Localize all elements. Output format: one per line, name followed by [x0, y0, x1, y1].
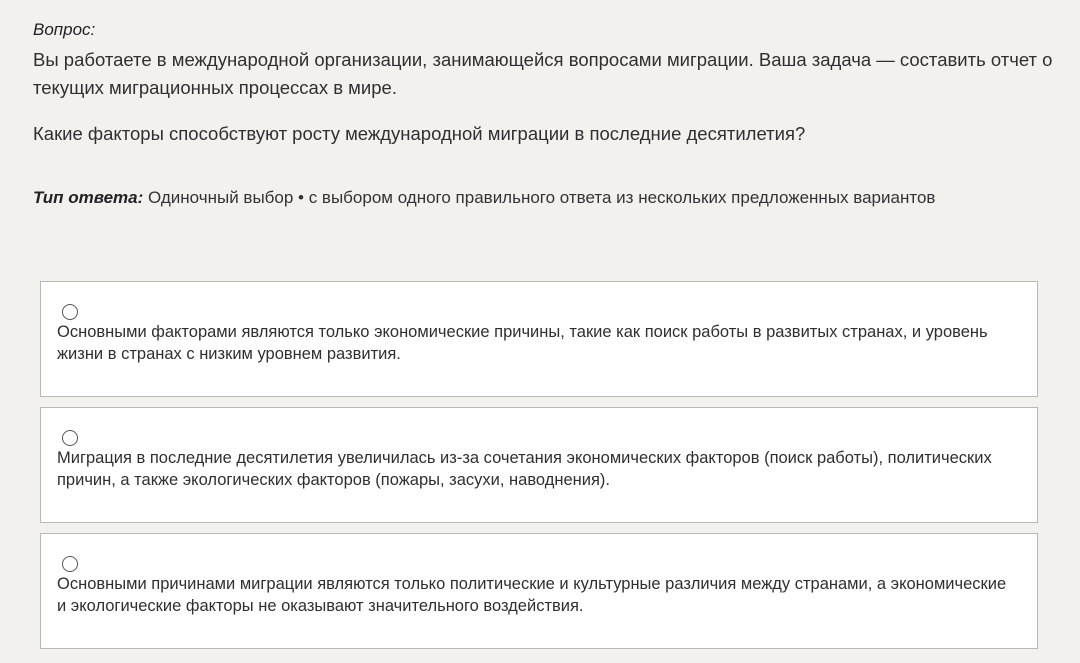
answer-option-3[interactable] — [40, 533, 1038, 649]
answer-type-label: Тип ответа: — [33, 188, 144, 207]
question-text: Вы работаете в международной организации, занимающейся вопросами миграции. Ваша задача — составить отчет о текущих миграционных процессах в мире. — [33, 49, 1053, 98]
answer-type — [33, 186, 935, 210]
answer-option-text: Миграция в последние десятилетия увеличилась из-за сочетания экономических факторов (поиск работы), политических причин, а также экологических факторов (пожары, засухи, наводнения). — [57, 449, 992, 489]
answer-option-2[interactable] — [40, 407, 1038, 523]
radio-button[interactable] — [62, 304, 78, 320]
answer-type-value: Одиночный выбор • с выбором одного правильного ответа из нескольких предложенных вариантов — [148, 188, 936, 207]
answer-option-text: Основными причинами миграции являются только политические и культурные различия между странами, а экономические и экологические факторы не оказывают значительного воздействия. — [57, 575, 1007, 615]
answer-option-text: Основными факторами являются только экономические причины, такие как поиск работы в развитых странах, и уровень жизни в странах с низким уровнем развития. — [57, 323, 988, 363]
question-prompt: Какие факторы способствуют росту международной миграции в последние десятилетия? — [33, 123, 806, 144]
radio-button[interactable] — [62, 430, 78, 446]
question-label: Вопрос: — [33, 20, 96, 39]
answer-option-1[interactable] — [40, 281, 1038, 397]
radio-button[interactable] — [62, 556, 78, 572]
